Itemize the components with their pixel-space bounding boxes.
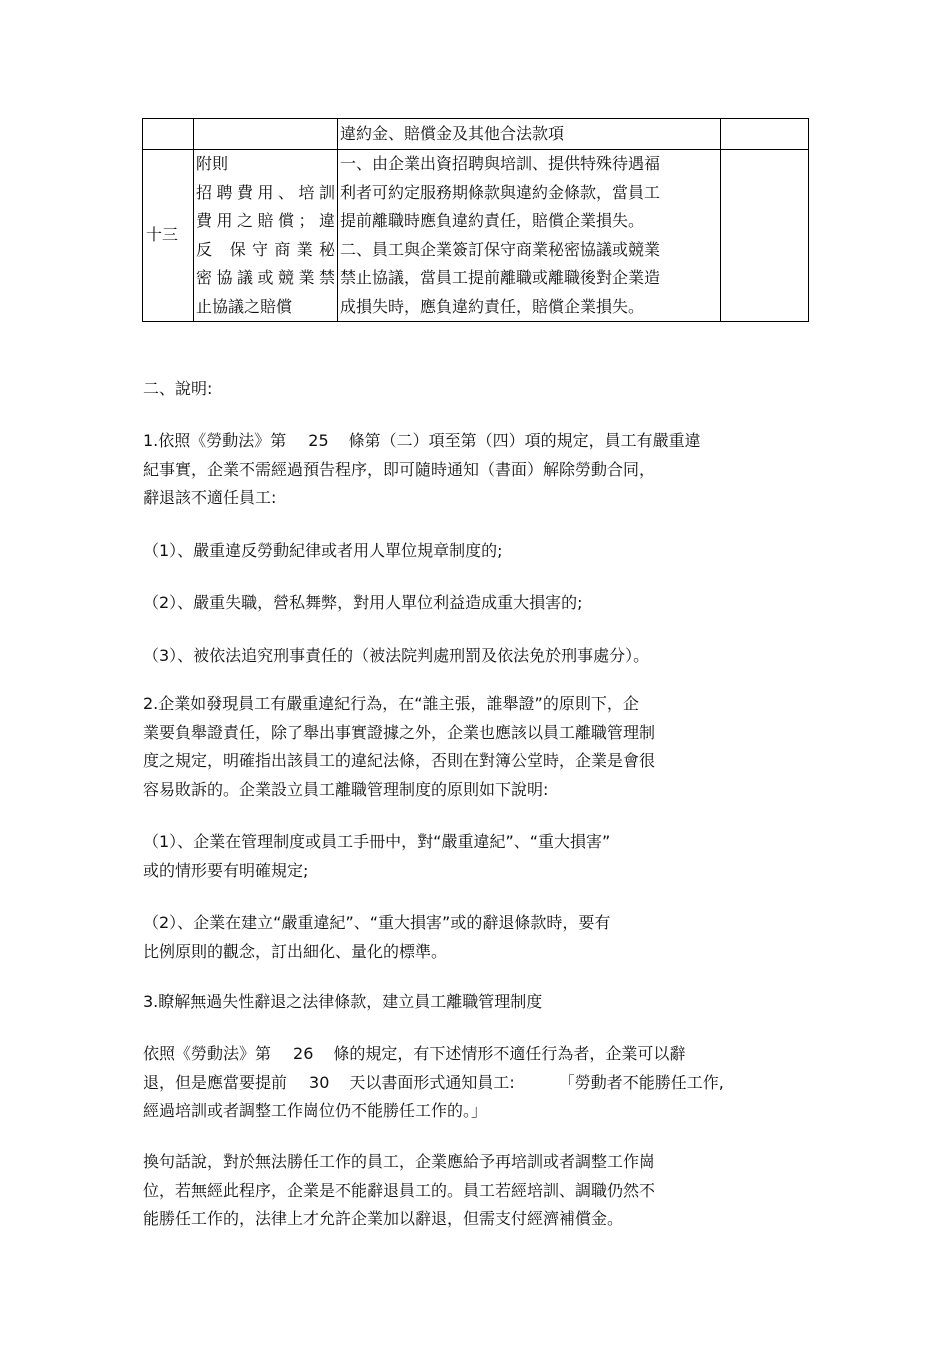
content-line: 成損失時，應負違約責任，賠償企業損失。 [340,296,645,316]
text-run: 條的規定，有下述情形不適任行為者，企業可以辭 [333,1044,686,1063]
title-line: 招聘費用、培訓 [196,182,335,202]
paragraph-line: 2.企業如發現員工有嚴重違紀行為，在“誰主張，誰舉證”的原則下，企 [143,694,639,713]
paragraph-4 [143,1148,793,1234]
table-cell-content [338,150,721,322]
paragraph-line: （2）、企業在建立“嚴重違紀”、“重大損害”或的辭退條款時，要有 [143,913,611,932]
text-run: 「勞動者不能勝任工作, [558,1072,724,1092]
title-line: 反 保守商業秘 [196,239,335,259]
section-heading: 二、說明: [143,379,213,398]
content-line: 禁止協議，當員工提前離職或離職後對企業造 [340,268,661,287]
title-line: 費用之賠償；違 [196,211,335,230]
content-line: 提前離職時應負違約責任，賠償企業損失。 [340,211,645,230]
paragraph-line: 比例原則的觀念，訂出細化、量化的標準。 [143,941,448,961]
paragraph-line: 經過培訓或者調整工作崗位仍不能勝任工作的。」 [143,1101,488,1120]
paragraph-line: （1）、企業在管理制度或員工手冊中，對“嚴重違紀”、“重大損害” [143,832,611,851]
list-item: （1）、嚴重違反勞動紀律或者用人單位規章制度的; [143,541,503,560]
content-line: 一、由企業出資招聘與培訓、提供特殊待遇福 [340,154,661,173]
content-line: 利者可約定服務期條款與違約金條款，當員工 [340,182,661,202]
paragraph-line: 辭退該不適任員工: [143,488,277,507]
list-item: （2）、嚴重失職，營私舞弊，對用人單位利益造成重大損害的; [143,593,583,612]
notice-days: 30 [309,1072,330,1092]
title-line: 止協議之賠償 [196,296,293,316]
article-number: 25 [308,431,329,450]
paragraph-3 [143,1040,793,1126]
table-cell-content: 違約金、賠償金及其他合法款項 [338,119,721,150]
title-line: 密協議或競業禁 [196,268,335,287]
table-cell-note [721,119,809,150]
paragraph-line: 位，若無經此程序，企業是不能辭退員工的。員工若經培訓、調職仍然不 [143,1180,656,1200]
paragraph-2 [143,690,793,804]
paragraph-line: 容易敗訴的。企業設立員工離職管理制度的原則如下說明: [143,779,549,799]
article-number: 26 [293,1044,314,1063]
contract-terms-table [142,118,809,322]
table-row [143,150,809,322]
list-item [143,828,793,885]
text-run: 退，但是應當要提前 [143,1072,288,1092]
text-run: 1.依照《勞動法》第 [143,431,287,450]
paragraph-1 [143,427,793,513]
text-run: 條第（二）項至第（四）項的規定，員工有嚴重違 [348,431,701,450]
content-line: 二、員工與企業簽訂保守商業秘密協議或競業 [340,239,661,259]
title-line: 附則 [196,154,229,173]
table-cell-title [194,150,338,322]
list-item [143,909,793,966]
paragraph-line: 紀事實，企業不需經過預告程序，即可隨時通知（書面）解除勞動合同， [143,459,656,479]
paragraph-line: 度之規定，明確指出該員工的違紀法條，否則在對簿公堂時，企業是會很 [143,751,656,770]
table-cell-note [721,150,809,322]
paragraph-line: 或的情形要有明確規定; [143,860,309,880]
paragraph-line [143,1040,793,1069]
paragraph-line: 業要負舉證責任，除了舉出事實證據之外，企業也應該以員工離職管理制 [143,722,656,742]
text-run: 依照《勞動法》第 [143,1044,272,1063]
table-cell-number [143,119,194,150]
table-cell-number: 十三 [143,150,194,322]
text-run: 天以書面形式通知員工: [349,1072,515,1092]
paragraph-line [143,1069,793,1098]
paragraph-line: 換句話說，對於無法勝任工作的員工，企業應給予再培訓或者調整工作崗 [143,1152,656,1171]
table-cell-title [194,119,338,150]
section-subheading: 3.瞭解無過失性辭退之法律條款，建立員工離職管理制度 [143,992,543,1011]
table-row [143,119,809,150]
list-item: （3）、被依法追究刑事責任的（被法院判處刑罰及依法免於刑事處分）。 [143,646,650,665]
paragraph-line [143,427,793,456]
paragraph-line: 能勝任工作的，法律上才允許企業加以辭退，但需支付經濟補償金。 [143,1209,624,1228]
